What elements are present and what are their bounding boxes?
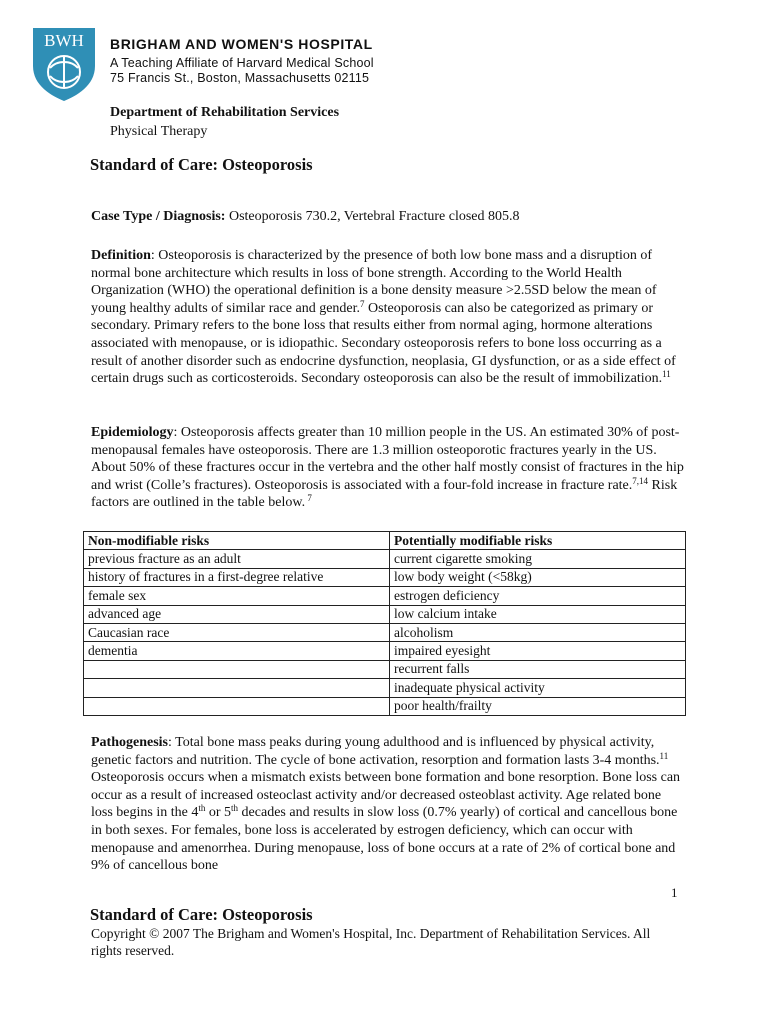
modifiable-cell: inadequate physical activity [390,679,686,697]
modifiable-cell: current cigarette smoking [390,550,686,568]
modifiable-cell: poor health/frailty [390,697,686,715]
modifiable-cell: estrogen deficiency [390,587,686,605]
modifiable-cell: low calcium intake [390,605,686,623]
case-type-text: Osteoporosis 730.2, Vertebral Fracture closed 805.8 [225,209,520,224]
table-header-row [84,532,686,550]
pathogenesis-sup-a: th [198,803,206,814]
epidemiology-ref-2: 7 [305,493,312,504]
risk-factors-table [83,531,686,716]
definition-ref-1: 7 [360,298,365,309]
non-modifiable-cell: female sex [84,587,390,605]
definition-label: Definition [91,248,151,263]
modifiable-cell: impaired eyesight [390,642,686,660]
modifiable-cell: low body weight (<58kg) [390,568,686,586]
non-modifiable-cell [84,660,390,678]
header-modifiable: Potentially modifiable risks [390,532,686,550]
table-row [84,660,686,678]
hospital-affiliation: A Teaching Affiliate of Harvard Medical School [110,56,374,70]
table-row [84,568,686,586]
epidemiology-text-1: : Osteoporosis affects greater than 10 million people in the US. An estimated 30% of post-menopausal females have osteoporosis. There are 1.3 million osteoporotic fractures yearly in the US. About 50% of these fractures occur in the vertebra and the other half mostly consist of fractures in the hip and wrist (Colle’s fractures). Osteoporosis is associated with a four-fold increase in fracture rate. [91,425,684,493]
pathogenesis-ref-1: 11 [659,750,669,761]
pathogenesis-text-1: : Total bone mass peaks during young adulthood and is influenced by physical activity, genetic factors and nutrition. The cycle of bone activation, resorption and formation lasts 3-4 months. [91,735,660,768]
non-modifiable-cell [84,679,390,697]
table-row [84,697,686,715]
document-title: Standard of Care: Osteoporosis [90,155,313,174]
case-type-label: Case Type / Diagnosis: [91,209,226,224]
table-row [84,642,686,660]
non-modifiable-cell: history of fractures in a first-degree relative [84,568,390,586]
definition-text-2: Osteoporosis can also be categorized as primary or secondary. Primary refers to the bone loss that results either from normal aging, hormone alterations associated with menopause, or is idiopathic. Secondary osteoporosis refers to bone loss occurring as a result of another disorder such as endocrine dysfunction, neoplasia, GI dysfunction, or as a side effect of certain drugs such as corticosteroids. Secondary osteoporosis can also be the result of immobilization. [91,300,676,387]
definition-ref-2: 11 [662,369,671,380]
table-row [84,587,686,605]
table-row [84,605,686,623]
non-modifiable-cell: Caucasian race [84,623,390,641]
non-modifiable-cell: advanced age [84,605,390,623]
modifiable-cell: alcoholism [390,623,686,641]
pathogenesis-text-2: Osteoporosis occurs when a mismatch exists between bone formation and bone resorption. Bone loss can occur as a result of increased osteoclast activity and/or decreased osteoblast activity. Age related bone loss begins in the 4 [91,770,681,821]
pathogenesis-text-3: or 5 [205,805,232,821]
table-row [84,679,686,697]
epidemiology-ref-1: 7,14 [632,475,649,486]
table-row [84,550,686,568]
copyright-notice: Copyright © 2007 The Brigham and Women's Hospital, Inc. Department of Rehabilitation Services. All rights reserved. [91,926,651,958]
table-row [84,623,686,641]
page-number: 1 [671,885,678,900]
case-type-paragraph [91,208,686,226]
definition-text-1: : Osteoporosis is characterized by the presence of both low bone mass and a disruption of normal bone architecture which results in loss of bone strength. According to the World Health Organization (WHO) the operational definition is a bone density measure >2.5SD below the mean of young healthy adults of similar race and gender. [91,248,657,316]
epidemiology-paragraph [91,424,686,512]
footer-title: Standard of Care: Osteoporosis [90,905,313,924]
pathogenesis-text-4: decades and results in slow loss (0.7% yearly) of cortical and cancellous bone in both sexes. For females, bone loss is accelerated by estrogen deficiency, which can occur with menopause and amenorrhea. During menopause, loss of bone occurs at a rate of 2% of cortical bone and 9% of cancellous bone [91,805,678,874]
bwh-shield-logo [31,26,97,102]
modifiable-cell: recurrent falls [390,660,686,678]
logo-text: BWH [44,31,84,50]
header-non-modifiable: Non-modifiable risks [84,532,390,550]
pathogenesis-paragraph [91,734,686,875]
epidemiology-text-2: Risk factors are outlined in the table below. [91,477,678,511]
department-name: Department of Rehabilitation Services [110,105,340,120]
definition-paragraph [91,247,686,388]
non-modifiable-cell: previous fracture as an adult [84,550,390,568]
epidemiology-label: Epidemiology [91,425,174,440]
hospital-address: 75 Francis St., Boston, Massachusetts 02115 [110,71,370,85]
pathogenesis-label: Pathogenesis [91,735,168,750]
non-modifiable-cell: dementia [84,642,390,660]
pathogenesis-sup-b: th [231,803,239,814]
subdepartment-name: Physical Therapy [110,124,208,139]
non-modifiable-cell [84,697,390,715]
hospital-name: BRIGHAM AND WOMEN'S HOSPITAL [110,36,373,52]
